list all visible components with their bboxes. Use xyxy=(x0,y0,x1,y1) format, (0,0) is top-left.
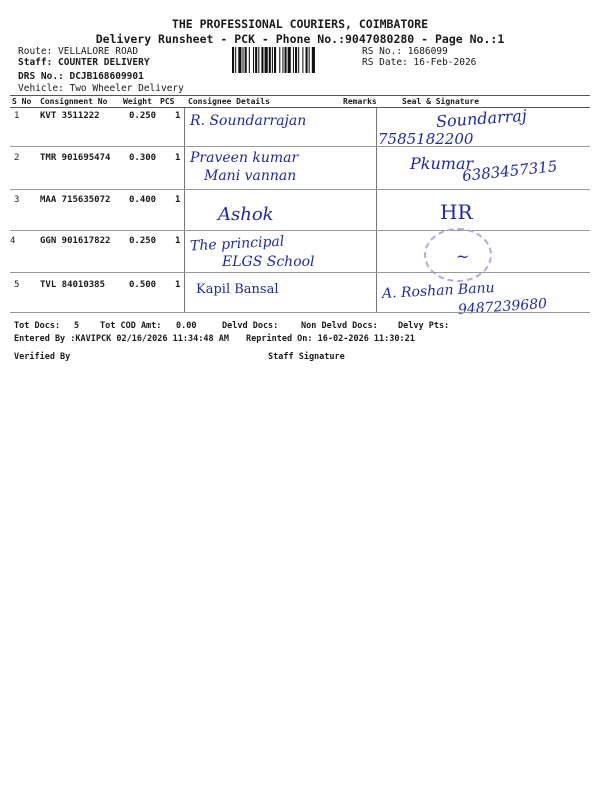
row2-weight: 0.300 xyxy=(129,153,157,163)
row2-consignee-line2: Mani vannan xyxy=(204,168,297,184)
row1-pcs: 1 xyxy=(175,111,181,121)
row5-sno: 5 xyxy=(14,280,20,290)
tot-cod-label: Tot COD Amt: xyxy=(100,321,162,331)
divider-consignee-left xyxy=(184,108,185,312)
row5-pcs: 1 xyxy=(175,280,181,290)
barcode-bar xyxy=(238,47,241,73)
vehicle-label: Vehicle: Two Wheeler Delivery xyxy=(18,83,184,94)
barcode-bar xyxy=(261,47,263,73)
stamp-scribble-icon: ~ xyxy=(456,247,470,266)
delvd-docs-label: Delvd Docs: xyxy=(222,321,279,331)
barcode-image xyxy=(232,47,356,73)
barcode-bar xyxy=(253,47,254,73)
divider-remarks-right xyxy=(376,108,377,312)
tot-docs-value: 5 xyxy=(74,321,80,331)
barcode-bar xyxy=(306,47,308,73)
row5-weight: 0.500 xyxy=(129,280,157,290)
row1-rule xyxy=(10,146,590,147)
row4-pcs: 1 xyxy=(175,236,181,246)
barcode-bar xyxy=(282,47,283,73)
company-title: THE PROFESSIONAL COURIERS, COIMBATORE xyxy=(171,17,429,31)
barcode-bar xyxy=(274,47,276,73)
row2-signature: Pkumar xyxy=(410,154,474,173)
row4-consignee-line2: ELGS School xyxy=(222,254,315,270)
row5-phone-handwritten: 9487239680 xyxy=(457,295,548,319)
row1-signature: Soundarraj xyxy=(435,105,528,132)
verified-by-label: Verified By xyxy=(14,352,71,362)
tot-cod-value: 0.00 xyxy=(176,321,197,331)
row2-phone-handwritten: 6383457315 xyxy=(461,157,559,185)
barcode-bar xyxy=(293,47,294,73)
row1-sno: 1 xyxy=(14,111,20,121)
staff-signature-label: Staff Signature xyxy=(268,352,345,362)
barcode-bar xyxy=(295,47,297,73)
row3-sno: 3 xyxy=(14,195,20,205)
row3-signature: HR xyxy=(440,200,473,224)
row1-weight: 0.250 xyxy=(129,111,157,121)
col-seal-signature: Seal & Signature xyxy=(402,97,480,106)
row5-rule xyxy=(10,312,590,313)
barcode-bar xyxy=(243,47,244,73)
barcode-bar xyxy=(298,47,299,73)
barcode-bar xyxy=(255,47,257,73)
non-delvd-docs-label: Non Delvd Docs: xyxy=(301,321,378,331)
table-top-rule xyxy=(10,95,590,96)
barcode-bar xyxy=(258,47,259,73)
row4-weight: 0.250 xyxy=(129,236,157,246)
runsheet-title: Delivery Runsheet - PCK - Phone No.:9047080280 - Page No.:1 xyxy=(95,32,505,46)
row3-consignee-handwritten: Ashok xyxy=(218,204,274,225)
staff-label: Staff: COUNTER DELIVERY xyxy=(18,57,150,68)
col-remarks: Remarks xyxy=(343,97,377,106)
barcode-bar xyxy=(272,47,273,73)
barcode-bar xyxy=(309,47,310,73)
row1-phone-handwritten: 7585182200 xyxy=(378,130,474,148)
barcode-bar xyxy=(288,47,291,73)
row3-pcs: 1 xyxy=(175,195,181,205)
row3-weight: 0.400 xyxy=(129,195,157,205)
barcode-bar xyxy=(279,47,280,73)
col-pcs: PCS xyxy=(160,97,175,106)
row2-pcs: 1 xyxy=(175,153,181,163)
row3-consignment: MAA 715635072 xyxy=(40,195,111,205)
tot-docs-label: Tot Docs: xyxy=(14,321,61,331)
row3-rule xyxy=(10,230,590,231)
col-sno: S No xyxy=(12,97,32,106)
rs-date: RS Date: 16-Feb-2026 xyxy=(362,57,477,68)
row2-consignment: TMR 901695474 xyxy=(40,153,111,163)
entered-by: Entered By :KAVIPCK 02/16/2026 11:34:48 AM xyxy=(14,334,229,344)
barcode-bar xyxy=(249,47,250,73)
row2-sno: 2 xyxy=(14,153,20,163)
row2-consignee-line1: Praveen kumar xyxy=(190,150,299,166)
reprinted-on: Reprinted On: 16-02-2026 11:30:21 xyxy=(246,334,415,344)
rs-number: RS No.: 1686099 xyxy=(362,46,448,57)
barcode-bar xyxy=(235,47,236,73)
barcode-bar xyxy=(302,47,303,73)
barcode-bar xyxy=(265,47,268,73)
row5-signature: A. Roshan Banu xyxy=(381,280,496,302)
barcode-bar xyxy=(232,47,234,73)
delvy-pts-label: Delvy Pts: xyxy=(398,321,450,331)
barcode-bar xyxy=(312,47,315,73)
row4-sno: 4 xyxy=(10,236,16,246)
row1-consignment: KVT 3511222 xyxy=(40,111,100,121)
barcode-bar xyxy=(245,47,247,73)
drs-number: DRS No.: DCJB168609901 xyxy=(18,71,144,82)
col-weight: Weight xyxy=(123,97,152,106)
col-consignment: Consignment No xyxy=(40,97,108,106)
row1-consignee-handwritten: R. Soundarrajan xyxy=(190,113,307,129)
barcode-bar xyxy=(285,47,287,73)
col-consignee: Consignee Details xyxy=(188,97,270,106)
row4-consignment: GGN 901617822 xyxy=(40,236,111,246)
row4-consignee-line1: The principal xyxy=(189,233,285,255)
route-label: Route: VELLALORE ROAD xyxy=(18,46,139,57)
row2-rule xyxy=(10,189,590,190)
row4-rule xyxy=(10,272,590,273)
barcode-bar xyxy=(269,47,271,73)
row5-consignee-handwritten: Kapil Bansal xyxy=(196,282,279,297)
row5-consignment: TVL 84010385 xyxy=(40,280,106,290)
